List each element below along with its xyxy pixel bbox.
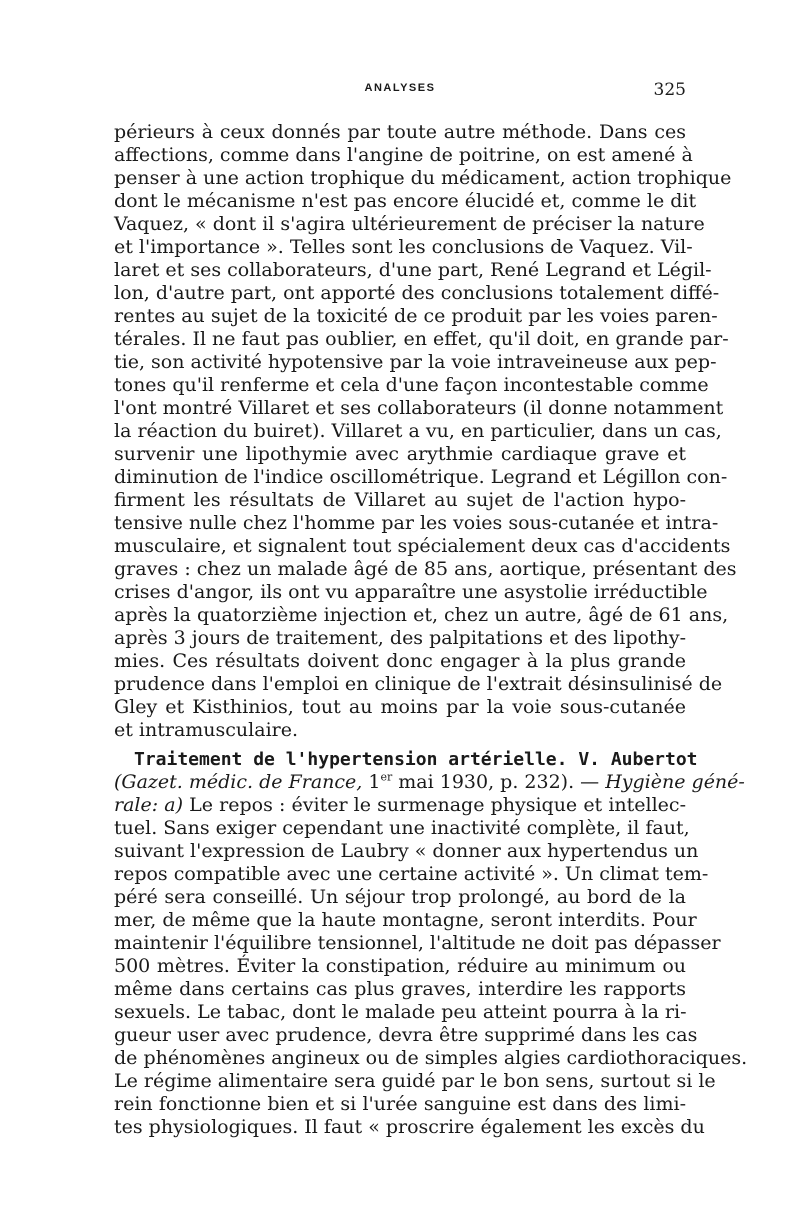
text-line: tuel. Sans exiger cependant une inactivité complète, il faut, bbox=[114, 817, 690, 839]
page-header bbox=[114, 80, 686, 104]
text-line: l'ont montré Villaret et ses collaborateurs (il donne notamment bbox=[114, 397, 724, 419]
text-line: péré sera conseillé. Un séjour trop prolongé, au bord de la bbox=[114, 886, 686, 908]
text-line: tones qu'il renferme et cela d'une façon incontestable comme bbox=[114, 374, 709, 396]
text-line: survenir une lipothymie avec arythmie cardiaque grave et bbox=[114, 443, 686, 465]
text-line: même dans certains cas plus graves, interdire les rapports bbox=[114, 978, 686, 1000]
citation-superscript: er bbox=[380, 770, 393, 784]
text-line: Le régime alimentaire sera guidé par le bon sens, surtout si le bbox=[114, 1070, 716, 1092]
text-line: et intramusculaire. bbox=[114, 719, 299, 741]
text-line: diminution de l'indice oscillométrique. Legrand et Légillon con- bbox=[114, 466, 728, 488]
text-line: la réaction du buiret). Villaret a vu, en particulier, dans un cas, bbox=[114, 420, 722, 442]
text-line: repos compatible avec une certaine activité ». Un climat tem- bbox=[114, 863, 709, 885]
text-line: graves : chez un malade âgé de 85 ans, aortique, présentant des bbox=[114, 558, 737, 580]
text-line: musculaire, et signalent tout spécialement deux cas d'accidents bbox=[114, 535, 731, 557]
running-title: ANALYSES bbox=[364, 82, 436, 94]
text-line: 500 mètres. Éviter la constipation, réduire au minimum ou bbox=[114, 955, 686, 977]
text-line: après 3 jours de traitement, des palpitations et des lipothy- bbox=[114, 627, 686, 649]
text-line: crises d'angor, ils ont vu apparaître une asystolie irréductible bbox=[114, 581, 708, 603]
subsection-label: rale: a) bbox=[114, 794, 184, 816]
text-line: et l'importance ». Telles sont les conclusions de Vaquez. Vil- bbox=[114, 236, 693, 258]
text-line bbox=[114, 794, 686, 817]
text-line: affections, comme dans l'angine de poitrine, on est amené à bbox=[114, 144, 693, 166]
text-line: mies. Ces résultats doivent donc engager à la plus grande bbox=[114, 650, 686, 672]
citation-date: mai 1930, p. 232). — bbox=[392, 771, 606, 793]
page-number: 325 bbox=[653, 80, 686, 100]
text-line: suivant l'expression de Laubry « donner aux hypertendus un bbox=[114, 840, 699, 862]
article-title: Traitement de l'hypertension artérielle. V. Aubertot bbox=[134, 749, 698, 770]
text-line: laret et ses collaborateurs, d'une part, René Legrand et Légil- bbox=[114, 259, 712, 281]
citation-ordinal: 1 bbox=[368, 771, 381, 793]
text-line: lon, d'autre part, ont apporté des conclusions totalement diffé- bbox=[114, 282, 720, 304]
text-line: tes physiologiques. Il faut « proscrire également les excès du bbox=[114, 1116, 705, 1138]
text-line: maintenir l'équilibre tensionnel, l'altitude ne doit pas dépasser bbox=[114, 932, 721, 954]
text-line: Vaquez, « dont il s'agira ultérieurement de préciser la nature bbox=[114, 213, 705, 235]
text-line: de phénomènes angineux ou de simples algies cardiothoraciques. bbox=[114, 1047, 748, 1069]
text-line: prudence dans l'emploi en clinique de l'extrait désinsulinisé de bbox=[114, 673, 723, 695]
article-title-line bbox=[114, 748, 698, 771]
citation-line bbox=[114, 770, 745, 794]
text-span: Le repos : éviter le surmenage physique et intellec- bbox=[183, 794, 686, 816]
text-line: rentes au sujet de la toxicité de ce produit par les voies paren- bbox=[114, 305, 718, 327]
text-line: penser à une action trophique du médicament, action trophique bbox=[114, 167, 732, 189]
text-line: mer, de même que la haute montagne, seront interdits. Pour bbox=[114, 909, 697, 931]
citation-subject: Hygiène géné- bbox=[605, 771, 745, 793]
text-line: tensive nulle chez l'homme par les voies sous-cutanée et intra- bbox=[114, 512, 719, 534]
text-line: après la quatorzième injection et, chez un autre, âgé de 61 ans, bbox=[114, 604, 729, 626]
text-line: dont le mécanisme n'est pas encore élucidé et, comme le dit bbox=[114, 190, 697, 212]
paragraph-continuation bbox=[114, 121, 737, 742]
text-line: gueur user avec prudence, devra être supprimé dans les cas bbox=[114, 1024, 698, 1046]
text-line: rein fonctionne bien et si l'urée sanguine est dans des limi- bbox=[114, 1093, 686, 1115]
text-line: tie, son activité hypotensive par la voie intraveineuse aux pep- bbox=[114, 351, 717, 373]
text-line: sexuels. Le tabac, dont le malade peu atteint pourra à la ri- bbox=[114, 1001, 687, 1023]
citation-journal: (Gazet. médic. de France, bbox=[114, 771, 363, 793]
text-line: firment les résultats de Villaret au sujet de l'action hypo- bbox=[114, 489, 686, 511]
text-line: périeurs à ceux donnés par toute autre méthode. Dans ces bbox=[114, 121, 686, 143]
text-line: térales. Il ne faut pas oublier, en effet, qu'il doit, en grande par- bbox=[114, 328, 729, 350]
text-line: Gley et Kisthinios, tout au moins par la voie sous-cutanée bbox=[114, 696, 686, 718]
article-abstract bbox=[114, 748, 748, 1139]
